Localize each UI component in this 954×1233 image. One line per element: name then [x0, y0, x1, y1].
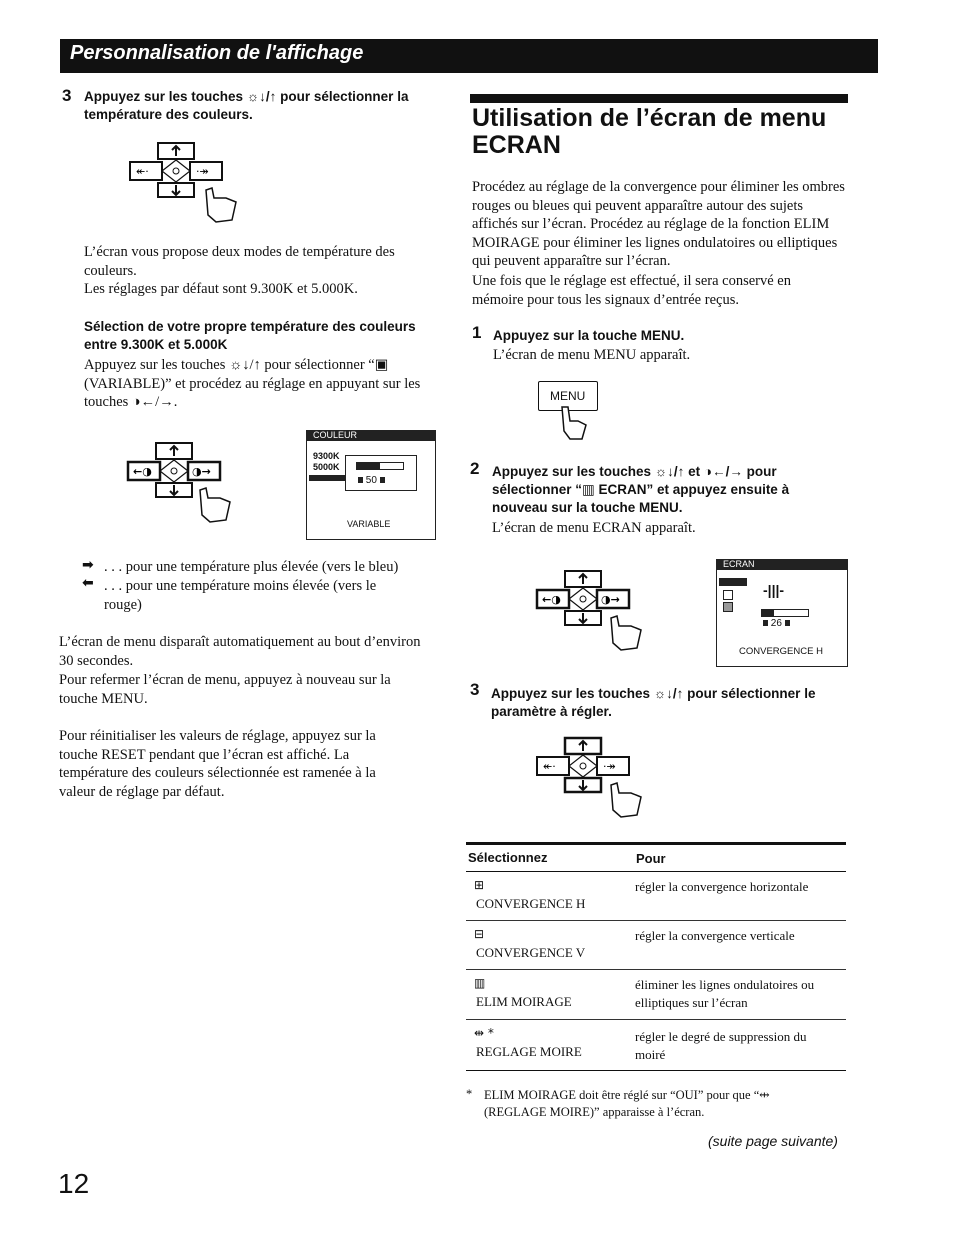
step-instruction: Appuyez sur la touche MENU.	[493, 328, 685, 343]
osd-title: COULEUR	[313, 430, 358, 440]
osd-value-number: 50	[365, 475, 377, 486]
svg-text:←◑: ←◑	[542, 593, 561, 606]
osd-level-fill	[357, 463, 380, 469]
step-number: 3	[62, 86, 72, 105]
row-name: ELIM MOIRAGE	[476, 994, 572, 1009]
control-buttons-illustration	[535, 568, 685, 658]
couleur-osd	[306, 430, 436, 540]
ecran-osd	[716, 559, 848, 667]
lower-temperature-text: . . . pour une température moins élevée (vers le rouge)	[104, 578, 377, 613]
osd-value	[358, 475, 385, 486]
svg-text:·↠: ·↠	[196, 165, 209, 178]
osd-option-5000k: 5000K	[313, 462, 340, 472]
table-row	[466, 970, 846, 1020]
convergence-v-icon: ⊟	[474, 927, 485, 941]
intro-text: Procédez au réglage de la convergence pour éliminer les ombres rouges ou bleues qui peuvent apparaître autour des sujets affichés sur l’écran. Procédez au réglage de la fonction ELIM MOIRAGE pour éliminer les lignes ondulatoires ou elliptiques qui peuvent apparaître sur l’écran.	[472, 179, 845, 269]
step-number: 3	[470, 680, 480, 699]
default-settings-text: Les réglages par défaut sont 9.300K et 5.000K.	[84, 281, 358, 297]
osd-variable-highlight	[309, 475, 345, 481]
svg-text:◑→: ◑→	[192, 465, 211, 478]
arrow-right-icon: ➡	[82, 557, 94, 573]
row-name: REGLAGE MOIRE	[476, 1044, 582, 1059]
footnote-text: ELIM MOIRAGE doit être réglé sur “OUI” pour que “⇹ (REGLAGE MOIRE)” apparaisse à l’écran.	[484, 1088, 770, 1119]
osd-value	[763, 618, 790, 629]
control-buttons-illustration	[126, 440, 276, 530]
osd-value-number: 26	[770, 618, 782, 629]
osd-level-fill	[762, 610, 774, 616]
higher-temperature-text: . . . pour une température plus élevée (vers le bleu)	[104, 559, 399, 575]
control-buttons-illustration	[535, 735, 685, 825]
svg-text:·↠: ·↠	[603, 760, 616, 773]
row-purpose: régler la convergence horizontale	[635, 879, 809, 894]
step-instruction: Appuyez sur les touches ☼↓/↑ et ◑←/→ pour sélectionner “▥ ECRAN” et appuyez ensuite à nouveau sur la touche MENU.	[492, 464, 790, 515]
svg-text:↞·: ↞·	[136, 165, 149, 178]
column-header-purpose: Pour	[636, 851, 666, 866]
row-name: CONVERGENCE H	[476, 896, 586, 911]
convergence-v-icon	[723, 590, 733, 600]
osd-titlebar	[307, 431, 435, 441]
svg-text:←◑: ←◑	[133, 465, 152, 478]
close-menu-text: Pour refermer l’écran de menu, appuyez à nouveau sur la touche MENU.	[59, 672, 391, 707]
page-number: 12	[58, 1168, 90, 1199]
control-buttons-illustration	[128, 140, 278, 230]
osd-title: ECRAN	[723, 559, 755, 569]
osd-level-track	[356, 462, 404, 470]
subheading: Sélection de votre propre température des couleurs entre 9.300K et 5.000K	[84, 319, 416, 352]
menu-key-label: MENU	[550, 389, 586, 403]
svg-text:↞·: ↞·	[543, 760, 556, 773]
temperature-modes-text: L’écran vous propose deux modes de température des couleurs.	[84, 244, 395, 279]
osd-level-track	[761, 609, 809, 617]
title-rule	[470, 94, 848, 103]
step-instruction: Appuyez sur les touches ☼↓/↑ pour sélectionner le paramètre à régler.	[491, 686, 816, 719]
osd-selected-icon	[719, 578, 747, 586]
intro-memory-text: Une fois que le réglage est effectué, il sera conservé en mémoire pour tous les signaux d’entrée reçus.	[472, 273, 791, 308]
row-name: CONVERGENCE V	[476, 945, 586, 960]
osd-titlebar	[717, 560, 847, 570]
moire-cancel-icon: ▥	[474, 976, 486, 990]
row-purpose: régler le degré de suppression du moiré	[635, 1029, 807, 1062]
osd-adjust-panel	[345, 455, 417, 491]
step-result-text: L’écran de menu ECRAN apparaît.	[492, 520, 696, 536]
page-section-title: Utilisation de l’écran de menu ECRAN	[472, 104, 827, 159]
timeout-text: L’écran de menu disparaît automatiquement au bout d’environ 30 secondes.	[59, 634, 421, 669]
table-row	[466, 1020, 846, 1071]
settings-table	[466, 842, 846, 1071]
svg-text:◑→: ◑→	[601, 593, 620, 606]
convergence-h-large-icon: -|||-	[763, 582, 785, 598]
osd-label: CONVERGENCE H	[739, 646, 823, 657]
convergence-h-icon: ⊞	[474, 878, 485, 892]
osd-label: VARIABLE	[347, 519, 391, 529]
table-row	[466, 921, 846, 970]
hand-pointer-icon	[556, 405, 590, 445]
row-purpose: régler la convergence verticale	[635, 928, 795, 943]
moire-icon	[723, 602, 733, 612]
row-purpose: éliminer les lignes ondulatoires ou elliptiques sur l’écran	[635, 977, 815, 1010]
footnote-marker: *	[466, 1087, 473, 1101]
step-number: 2	[470, 459, 480, 478]
step-number: 1	[472, 323, 482, 342]
section-title: Personnalisation de l'affichage	[70, 42, 364, 64]
table-header	[466, 842, 846, 872]
section-banner	[60, 39, 878, 73]
step-instruction: Appuyez sur les touches ☼↓/↑ pour sélectionner la température des couleurs.	[84, 89, 409, 122]
moire-adjust-icon: ⇹ *	[474, 1026, 494, 1040]
arrow-left-icon: ⬅	[82, 575, 94, 591]
continued-note: (suite page suivante)	[708, 1133, 838, 1149]
osd-option-9300k: 9300K	[313, 451, 340, 461]
reset-text: Pour réinitialiser les valeurs de réglage, appuyez sur la touche RESET pendant que l’écran est affiché. La température des couleurs sélectionnée est ramenée à la valeur de réglage par défaut.	[59, 728, 376, 800]
variable-instruction: Appuyez sur les touches ☼↓/↑ pour sélectionner “▣ (VARIABLE)” et procédez au réglage en appuyant sur les touches ◑←/→.	[84, 357, 421, 410]
table-row	[466, 872, 846, 921]
step-result-text: L’écran de menu MENU apparaît.	[493, 347, 691, 363]
column-header-select: Sélectionnez	[468, 850, 548, 865]
